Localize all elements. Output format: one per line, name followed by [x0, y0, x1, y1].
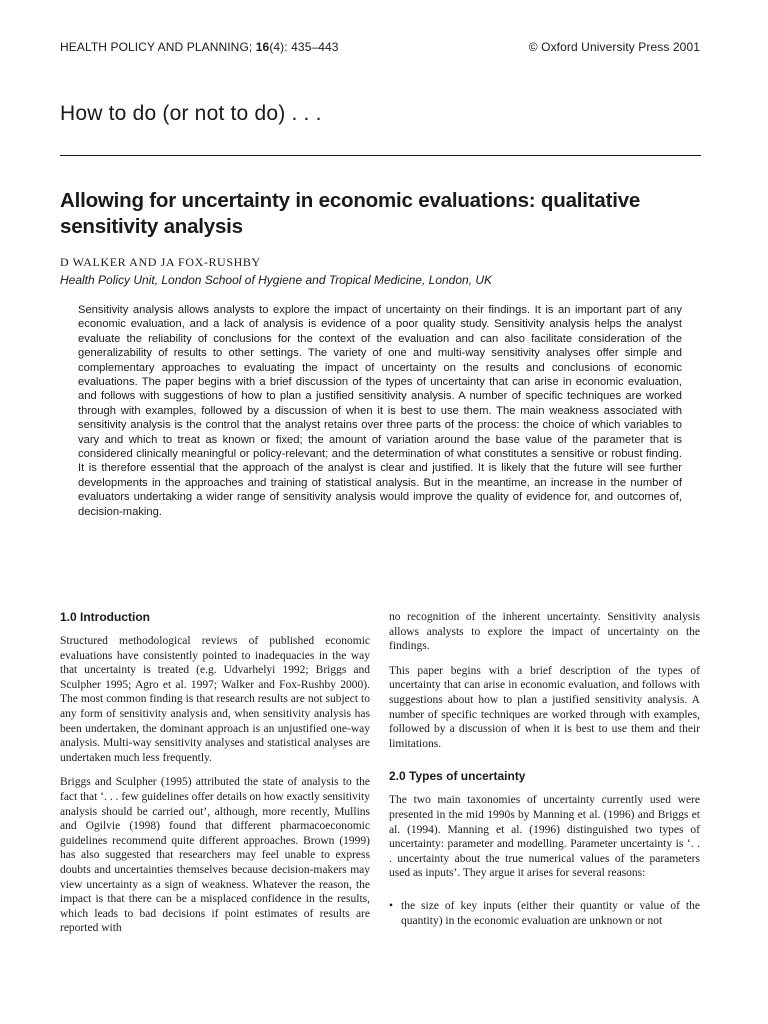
journal-issue-pages: (4): 435–443	[269, 40, 339, 54]
running-header	[60, 40, 700, 54]
types-paragraph-1: The two main taxonomies of uncertainty currently used were presented in the mid 1990s by Manning et al. (1996) and Briggs et al. (1994). Manning et al. (1996) distinguished two types of uncertainty: parameter and modelling. Parameter uncertainty is ‘. . . uncertainty about the true numerical values of the parameters used as inputs’. They argue it arises for several reasons:	[389, 794, 700, 880]
section-heading-introduction: 1.0 Introduction	[60, 610, 150, 624]
copyright-notice: © Oxford University Press 2001	[528, 40, 700, 54]
intro-paragraph-2: Briggs and Sculpher (1995) attributed the state of analysis to the fact that ‘. . . few guidelines offer details on how exactly sensitivity analysis should be carried out’, although, more recently, Mullins and Ogilvie (1998) found that different pharmacoeconomic guidelines recommend quite different approaches. Brown (1999) has also suggested that researchers may feel unable to express doubts and uncertainties themselves because decision-makers may view uncertainty as a sign of weakness. Whatever the reason, the impact is that there can be a misplaced confidence in the results, which leads to bad decisions if point estimates of results are reported with	[60, 776, 370, 935]
author-affiliation: Health Policy Unit, London School of Hygiene and Tropical Medicine, London, UK	[60, 273, 493, 287]
journal-citation	[60, 40, 339, 54]
article-title: Allowing for uncertainty in economic evaluations: qualitative sensitivity analysis	[60, 189, 641, 238]
intro-paragraph-1: Structured methodological reviews of published economic evaluations have consistently pointed to inadequacies in the way that uncertainty is treated (e.g. Udvarhelyi 1992; Briggs and Sculpher 1995; Agro et al. 1997; Walker and Fox-Rushby 2000). The most common finding is that research results are not subject to any form of sensitivity analysis and, when sensitivity analysis has been undertaken, the dominant approach is an unjustified one-way analysis. Multi-way sensitivity analyses and statistical analyses are undertaken much less frequently.	[60, 635, 370, 764]
list-item	[389, 899, 700, 928]
bullet-icon: •	[389, 899, 394, 912]
series-title: How to do (or not to do) . . .	[60, 102, 322, 125]
journal-volume: 16	[255, 40, 270, 54]
left-column	[60, 610, 370, 946]
intro-paragraph-3: no recognition of the inherent uncertainty. Sensitivity analysis allows analysts to explore the impact of uncertainty on the findings.	[389, 611, 700, 653]
right-column	[389, 610, 700, 928]
section-heading-types-of-uncertainty: 2.0 Types of uncertainty	[389, 769, 526, 784]
title-divider	[60, 155, 701, 156]
journal-name: HEALTH POLICY AND PLANNING;	[60, 40, 256, 54]
article-authors: D WALKER AND JA FOX-RUSHBY	[60, 255, 261, 269]
abstract: Sensitivity analysis allows analysts to explore the impact of uncertainty on their findings. It is an important part of any economic evaluation, and a lack of analysis is evidence of a poor quality study. Sensitivity analysis helps the analyst evaluate the reliability of conclusions for the context of the evaluation and can also facilitate consideration of the generalizability of results to other settings. The variety of one and multi-way sensitivity analyses offer simple and complementary approaches to evaluating the impact of uncertainty on the results and conclusions of economic evaluations. The paper begins with a brief discussion of the types of uncertainty that can arise in economic evaluation, and follows with suggestions of how to plan a justified sensitivity analysis. A number of specific techniques are worked through with examples, followed by a discussion of when it is best to use them. The main weakness associated with sensitivity analysis is the control that the analyst retains over three parts of the process: the choice of which variables to vary and which to treat as known or fixed; the amount of variation around the base value of the parameter that is considered clinically meaningful or policy-relevant; and the determination of what constitutes a sensitive or robust finding. It is therefore essential that the approach of the analyst is clear and justified. It is likely that the future will see further developments in the approaches and training of statistical analysis. But in the meantime, an increase in the number of evaluators undertaking a wider range of sensitivity analysis would improve the quality of evidence for, and outcomes of, decision-making.	[78, 304, 682, 518]
intro-paragraph-4: This paper begins with a brief description of the types of uncertainty that can arise in economic evaluation, and follows with suggestions about how to plan a justified sensitivity analysis. A number of specific techniques are worked through with examples, followed by a discussion of when it is best to use them and their limitations.	[389, 664, 700, 750]
list-item-text: the size of key inputs (either their quantity or value of the quantity) in the economic evaluation are unknown or not	[401, 899, 700, 927]
